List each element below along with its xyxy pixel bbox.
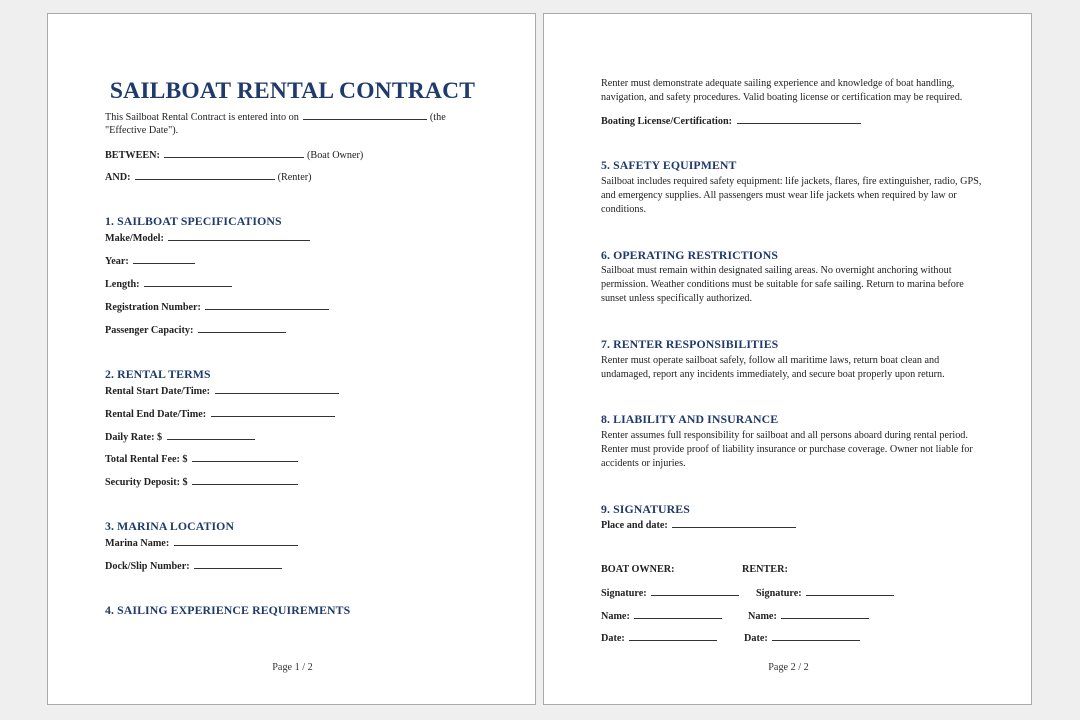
renter-signature-label: Signature: [756,588,802,599]
renter-date-field[interactable] [772,631,860,641]
between-line [105,148,363,164]
make-model-label: Make/Model: [105,233,164,244]
intro-text-a: This Sailboat Rental Contract is entered into on [105,112,299,123]
owner-signature-field[interactable] [651,586,739,596]
end-row [105,407,335,423]
section-5-line-3: conditions. [601,204,646,215]
year-label: Year: [105,256,129,267]
daily-rate-row [105,430,255,446]
section-5-line-2: and emergency supplies. All passengers must wear life jackets when required by law or [601,190,957,201]
page-number-2: Page 2 / 2 [768,662,809,673]
end-label: Rental End Date/Time: [105,409,207,420]
between-label: BETWEEN: [105,150,160,161]
intro-text-c: "Effective Date"). [105,125,179,136]
document-page-2 [543,13,1032,705]
deposit-row [105,475,298,491]
renter-date-label: Date: [744,633,768,644]
and-label: AND: [105,172,131,183]
license-row [601,114,861,130]
section-8-line-1: Renter assumes full responsibility for sailboat and all persons aboard during rental period. [601,430,968,441]
passenger-label: Passenger Capacity: [105,325,194,336]
section-7-line-2: undamaged, report any incidents immediately, and secure boat properly upon return. [601,369,945,380]
section-2-heading: 2. RENTAL TERMS [105,367,211,381]
marina-name-row [105,536,298,552]
owner-date-row [601,631,717,647]
start-field[interactable] [215,384,339,394]
make-model-field[interactable] [168,231,310,241]
daily-rate-field[interactable] [167,430,255,440]
section-5-line-1: Sailboat includes required safety equipment: life jackets, flares, fire extinguisher, radio, GPS, [601,176,982,187]
length-row [105,277,232,293]
passenger-row [105,323,286,339]
section-9-heading: 9. SIGNATURES [601,502,690,516]
renter-name-row [748,609,869,625]
dock-slip-field[interactable] [194,559,282,569]
renter-date-row [744,631,860,647]
length-field[interactable] [144,277,232,287]
section-8-line-3: accidents or injuries. [601,458,686,469]
daily-rate-label: Daily Rate: $ [105,432,163,443]
passenger-field[interactable] [198,323,286,333]
renter-name-label: Name: [748,611,777,622]
owner-name-label: Name: [601,611,630,622]
total-fee-field[interactable] [192,452,298,462]
section-5-heading: 5. SAFETY EQUIPMENT [601,158,737,172]
place-date-label: Place and date: [601,520,668,531]
owner-name-field[interactable] [634,609,722,619]
place-date-field[interactable] [672,518,796,528]
section-7-line-1: Renter must operate sailboat safely, follow all maritime laws, return boat clean and [601,355,940,366]
renter-heading: RENTER: [742,564,788,575]
end-field[interactable] [211,407,335,417]
registration-label: Registration Number: [105,302,201,313]
marina-name-field[interactable] [174,536,298,546]
year-row [105,254,195,270]
section-8-heading: 8. LIABILITY AND INSURANCE [601,412,779,426]
start-label: Rental Start Date/Time: [105,386,211,397]
start-row [105,384,339,400]
place-date-row [601,518,796,534]
section-3-heading: 3. MARINA LOCATION [105,519,235,533]
license-field[interactable] [737,114,861,124]
document-page-1 [47,13,536,705]
owner-date-field[interactable] [629,631,717,641]
section-4-heading: 4. SAILING EXPERIENCE REQUIREMENTS [105,603,351,617]
deposit-field[interactable] [192,475,298,485]
section-6-heading: 6. OPERATING RESTRICTIONS [601,248,778,262]
registration-field[interactable] [205,300,329,310]
total-fee-label: Total Rental Fee: $ [105,454,188,465]
registration-row [105,300,329,316]
page-number-1: Page 1 / 2 [272,662,313,673]
year-field[interactable] [133,254,195,264]
marina-name-label: Marina Name: [105,538,170,549]
boat-owner-heading: BOAT OWNER: [601,564,675,575]
experience-line-2: navigation, and safety procedures. Valid boating license or certification may be required. [601,92,963,103]
owner-signature-row [601,586,739,602]
length-label: Length: [105,279,140,290]
renter-name-field[interactable] [781,609,869,619]
section-8-line-2: Renter must provide proof of liability insurance or purchase coverage. Owner not liable for [601,444,973,455]
make-model-row [105,231,310,247]
section-1-heading: 1. SAILBOAT SPECIFICATIONS [105,214,282,228]
effective-date-field[interactable] [303,110,427,120]
experience-line-1: Renter must demonstrate adequate sailing experience and knowledge of boat handling, [601,78,955,89]
between-role: (Boat Owner) [307,150,364,161]
total-fee-row [105,452,298,468]
deposit-label: Security Deposit: $ [105,477,188,488]
owner-name-row [601,609,722,625]
owner-signature-label: Signature: [601,588,647,599]
section-6-line-3: sunset unless specifically authorized. [601,293,753,304]
dock-slip-label: Dock/Slip Number: [105,561,190,572]
and-line [105,170,312,186]
section-6-line-1: Sailboat must remain within designated sailing areas. No overnight anchoring without [601,265,952,276]
license-label: Boating License/Certification: [601,116,732,127]
section-6-line-2: permission. Weather conditions must be suitable for safe sailing. Return to marina before [601,279,964,290]
document-title: SAILBOAT RENTAL CONTRACT [109,78,476,104]
boat-owner-field[interactable] [164,148,304,158]
dock-slip-row [105,559,282,575]
renter-signature-field[interactable] [806,586,894,596]
renter-field[interactable] [135,170,275,180]
renter-signature-row [756,586,894,602]
intro-text-b: (the [429,112,446,123]
and-role: (Renter) [277,172,312,183]
section-7-heading: 7. RENTER RESPONSIBILITIES [601,337,779,351]
owner-date-label: Date: [601,633,625,644]
